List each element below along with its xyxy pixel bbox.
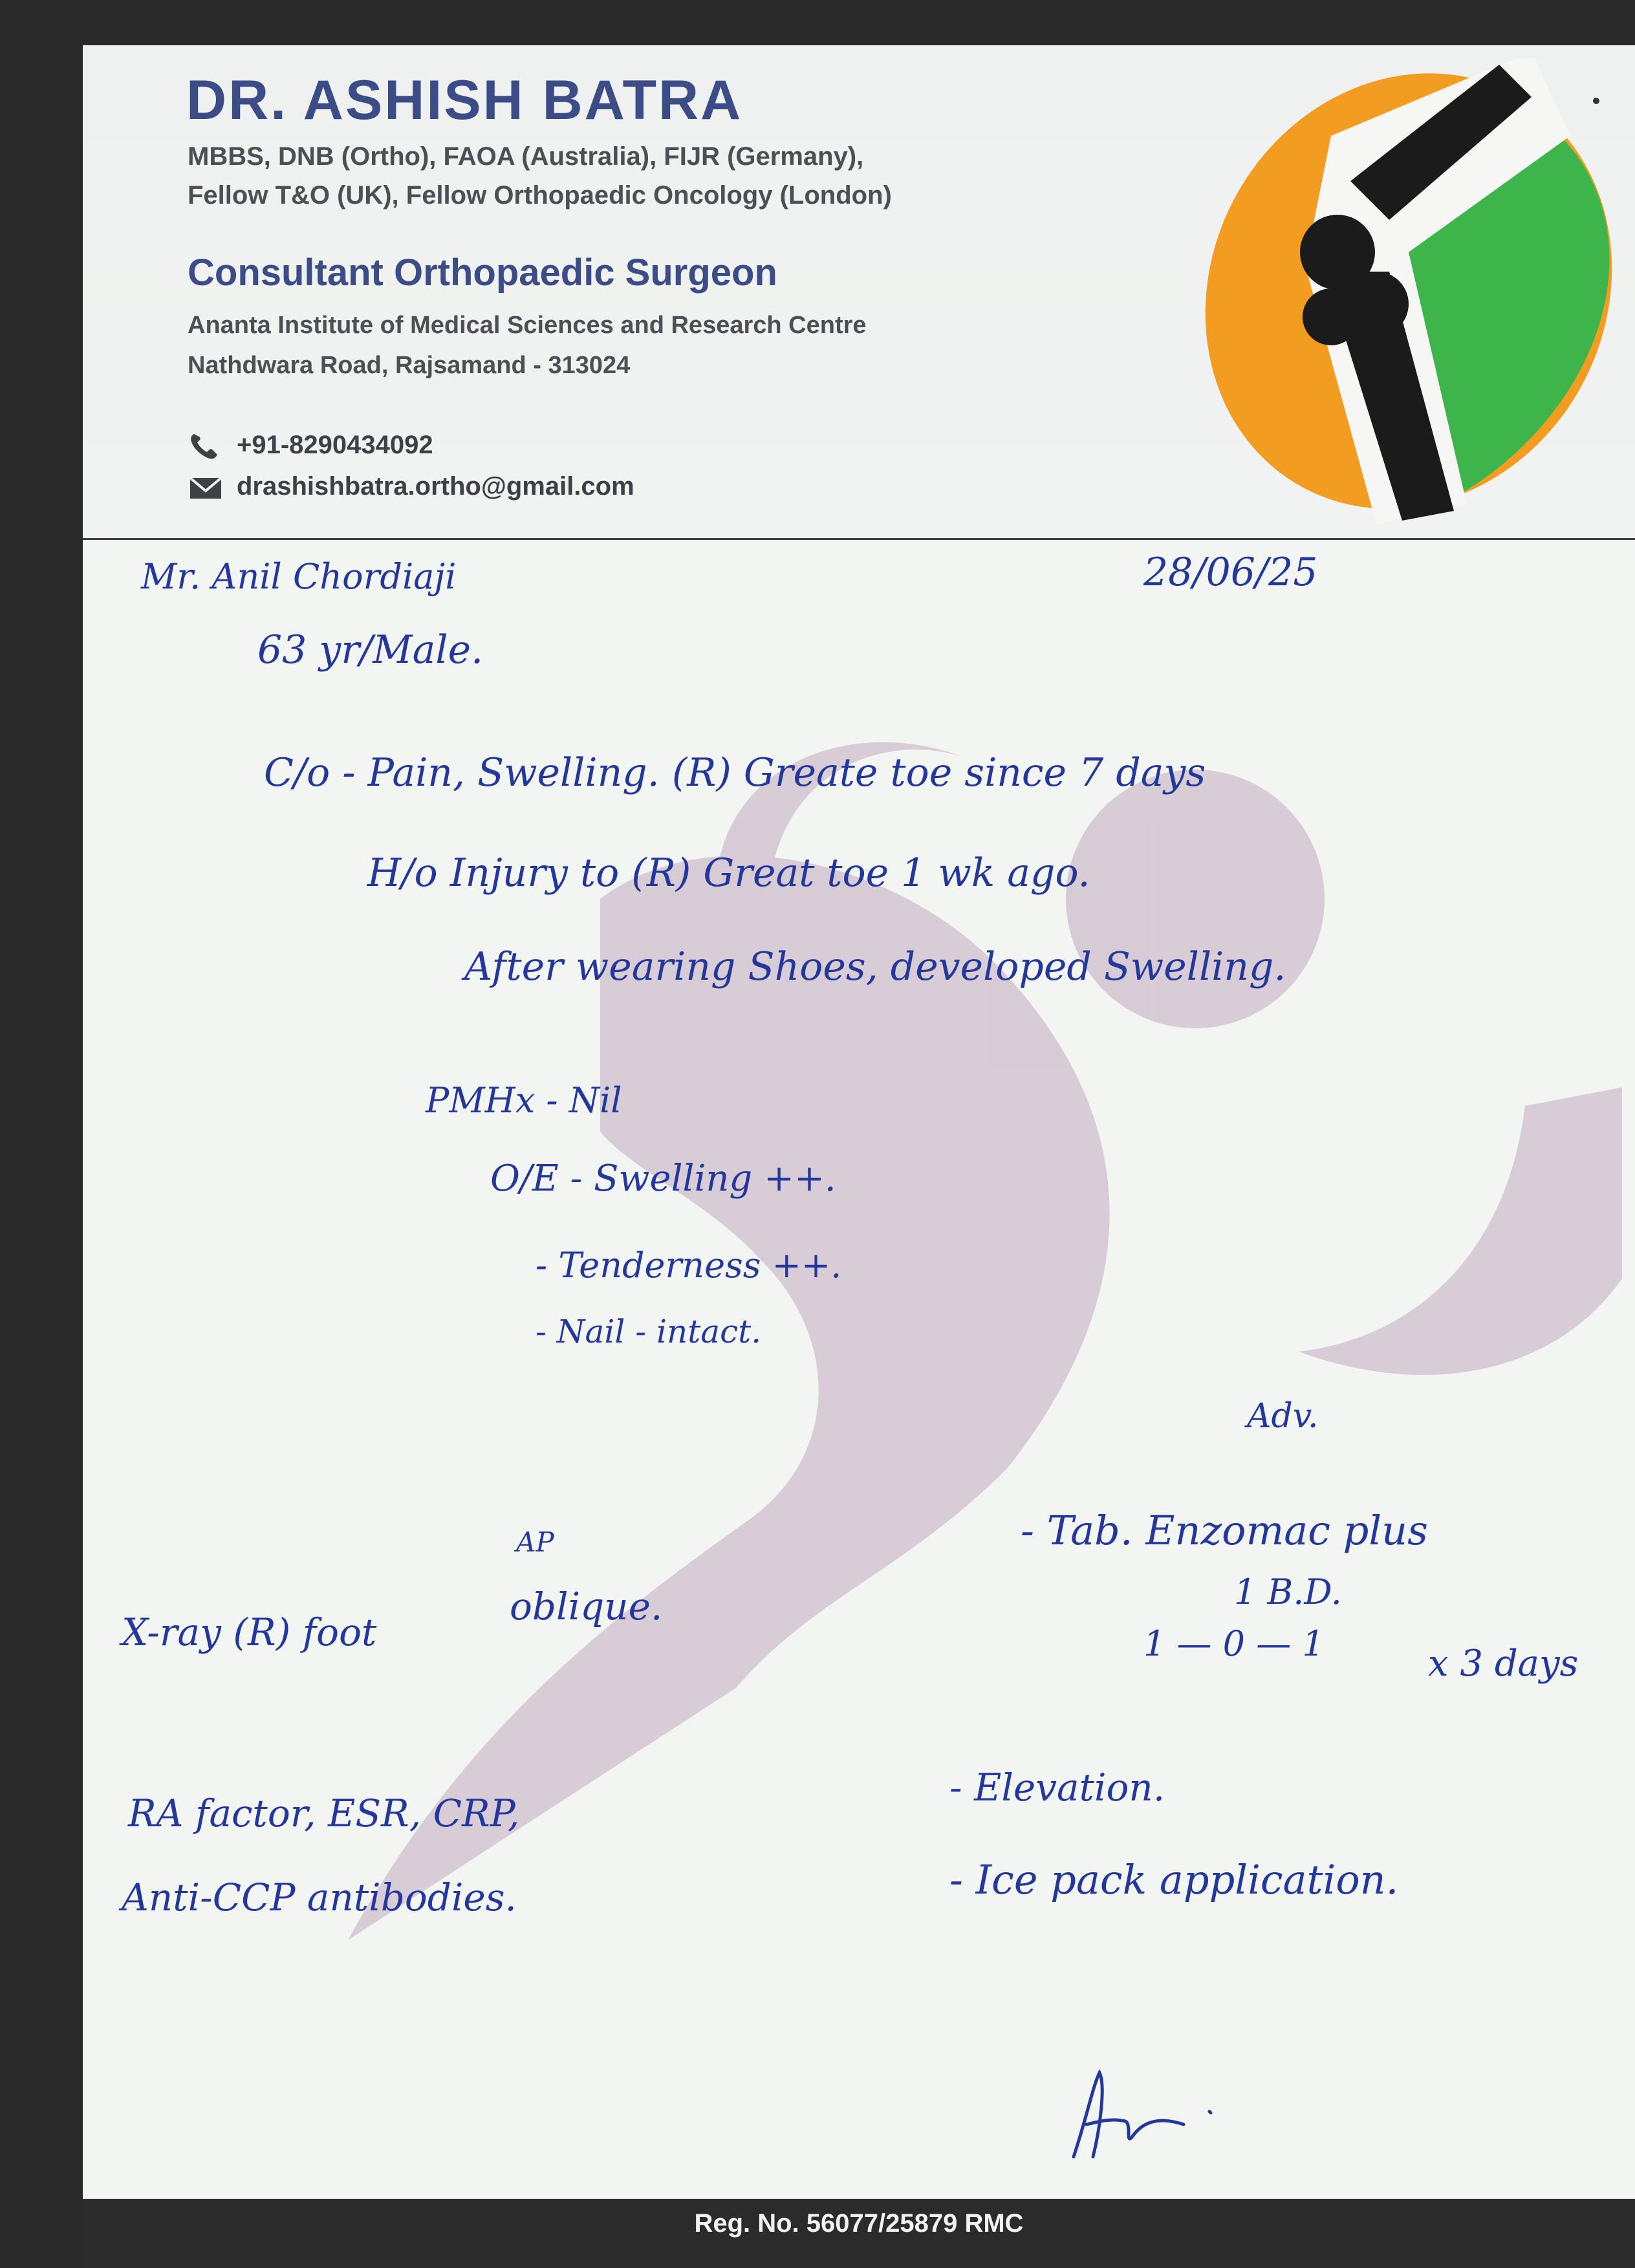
phone-contact (188, 431, 433, 460)
footer-bar (83, 2199, 1635, 2268)
registration-number: Reg. No. 56077/25879 RMC (694, 2209, 1024, 2238)
qualifications-line-2: Fellow T&O (UK), Fellow Orthopaedic Oncology (London) (188, 181, 892, 210)
history-line-1: H/o Injury to (R) Great toe 1 wk ago. (367, 850, 1090, 896)
institute-name: Ananta Institute of Medical Sciences and Research Centre (188, 312, 867, 339)
xray-view-ap: AP (516, 1526, 554, 1558)
email-contact (188, 472, 634, 501)
exam-nail: - Nail - intact. (536, 1313, 762, 1350)
designation: Consultant Orthopaedic Surgeon (188, 252, 777, 294)
xray-order: X-ray (R) foot (122, 1610, 377, 1654)
investigations-line-2: Anti-CCP antibodies. (122, 1875, 517, 1919)
rx-duration: x 3 days (1428, 1643, 1579, 1685)
patient-name: Mr. Anil Chordiaji (141, 556, 457, 597)
past-medical-history: PMHx - Nil (426, 1080, 622, 1121)
advice-heading: Adv. (1247, 1397, 1319, 1436)
prescription-sheet (83, 45, 1635, 2199)
exam-tenderness: - Tenderness ++. (536, 1245, 842, 1286)
envelope-icon (188, 473, 224, 501)
rx-medicine: - Tab. Enzomac plus (1021, 1507, 1428, 1554)
qualifications-line-1: MBBS, DNB (Ortho), FAOA (Australia), FIJR (Germany), (188, 142, 864, 171)
chief-complaint: C/o - Pain, Swelling. (R) Greate toe since 7 days (264, 750, 1206, 795)
exam-swelling: O/E - Swelling ++. (490, 1158, 836, 1200)
institute-address: Nathdwara Road, Rajsamand - 313024 (188, 352, 631, 379)
email-address: drashishbatra.ortho@gmail.com (237, 472, 634, 501)
history-line-2: After wearing Shoes, developed Swelling. (464, 944, 1286, 989)
prescription-date: 28/06/25 (1143, 550, 1318, 595)
header-divider (83, 538, 1635, 540)
phone-number: +91-8290434092 (237, 431, 433, 459)
phone-icon (188, 431, 224, 460)
investigations-line-1: RA factor, ESR, CRP, (128, 1791, 520, 1835)
xray-view-oblique: oblique. (510, 1584, 663, 1628)
advice-elevation: - Elevation. (949, 1766, 1165, 1809)
knee-joint-logo (1195, 58, 1622, 524)
rx-dose: 1 B.D. (1234, 1571, 1342, 1612)
patient-age-sex: 63 yr/Male. (257, 627, 484, 673)
advice-ice-pack: - Ice pack application. (949, 1856, 1399, 1903)
rx-schedule: 1 — 0 — 1 (1143, 1623, 1325, 1664)
doctor-signature (1054, 2060, 1222, 2163)
doctor-name: DR. ASHISH BATRA (186, 69, 743, 131)
